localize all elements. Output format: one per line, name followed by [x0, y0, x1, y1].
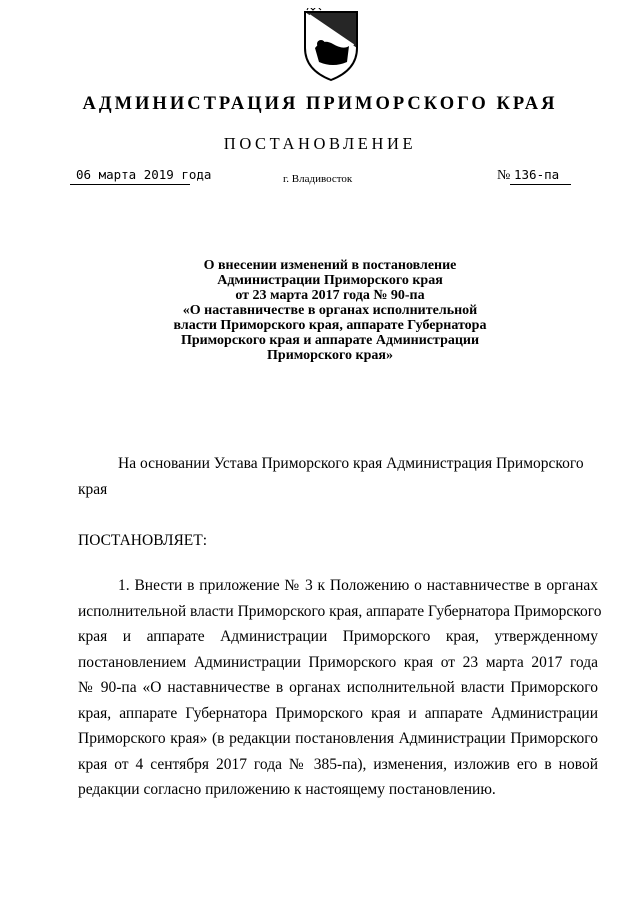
document-date: 06 марта 2019 года	[76, 167, 212, 182]
title-line: власти Приморского края, аппарате Губернатора	[173, 318, 487, 333]
basis-line: На основании Устава Приморского края Администрация Приморского	[118, 455, 584, 472]
paragraph-line: края от 4 сентября 2017 года № 385-па), изменения, изложив его в новой	[78, 755, 598, 773]
number-sign: №	[497, 168, 511, 183]
document-city: г. Владивосток	[283, 173, 353, 185]
paragraph-line: 1. Внести в приложение № 3 к Положению о наставничестве в органах	[118, 577, 598, 594]
paragraph-line: постановлением Администрации Приморского края от 23 марта 2017 года	[78, 653, 598, 671]
date-underline	[70, 184, 190, 185]
basis-line: края	[78, 481, 108, 498]
paragraph-line: края, аппарате Губернатора Приморского края и аппарате Администрации	[78, 704, 598, 722]
paragraph-line: Приморского края» (в редакции постановления Администрации Приморского	[78, 730, 598, 747]
title-line: от 23 марта 2017 года № 90-па	[235, 288, 425, 303]
number-underline	[510, 184, 571, 185]
title-line: «О наставничестве в органах исполнительной	[182, 303, 478, 318]
paragraph-line: редакции согласно приложению к настоящему постановлению.	[78, 781, 496, 798]
paragraph-1	[78, 573, 602, 803]
coat-of-arms-emblem	[299, 8, 363, 82]
title-line: Приморского края и аппарате Администрации	[180, 333, 480, 348]
document-title	[120, 258, 540, 363]
title-line: Администрации Приморского края	[217, 273, 443, 288]
document-number: 136-па	[514, 167, 560, 182]
paragraph-line: исполнительной власти Приморского края, аппарате Губернатора Приморского	[78, 602, 602, 620]
paragraph-line: края и аппарате Администрации Приморского края, утвержденному	[78, 628, 598, 645]
organization-heading: АДМИНИСТРАЦИЯ ПРИМОРСКОГО КРАЯ	[82, 94, 558, 114]
paragraph-line: № 90-па «О наставничестве в органах исполнительной власти Приморского	[78, 679, 598, 696]
document-type-heading: ПОСТАНОВЛЕНИЕ	[223, 134, 417, 153]
title-line: О внесении изменений в постановление	[203, 258, 457, 273]
basis-paragraph	[78, 451, 598, 503]
title-line: Приморского края»	[267, 348, 393, 363]
decree-word: ПОСТАНОВЛЯЕТ:	[78, 532, 208, 549]
